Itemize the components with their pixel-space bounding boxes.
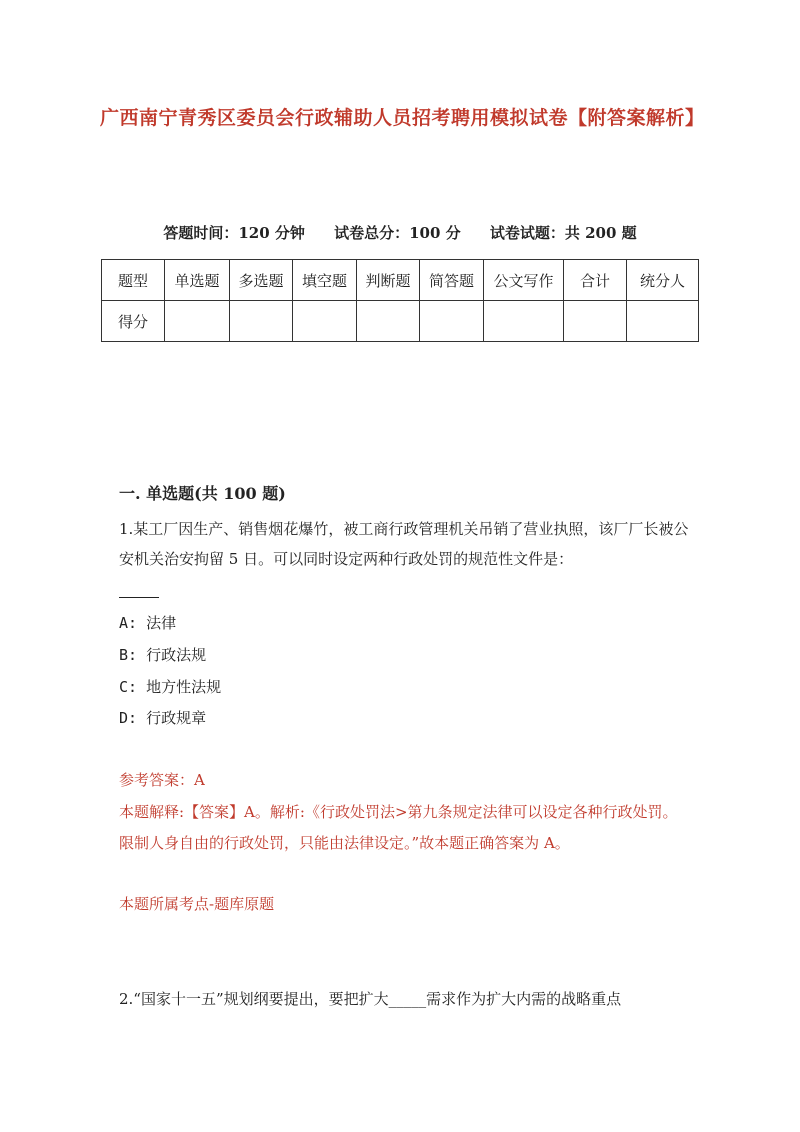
question-1-option-b — [119, 644, 206, 665]
score-table-score-row — [102, 301, 699, 342]
question-1-option-d — [119, 707, 206, 728]
score-cell — [357, 301, 420, 342]
option-key: B: — [119, 646, 138, 664]
score-cell — [564, 301, 627, 342]
score-cell — [293, 301, 357, 342]
score-cell — [165, 301, 230, 342]
option-key: D: — [119, 709, 138, 727]
question-1-answer: 参考答案：A — [119, 771, 205, 789]
score-table-header-row — [102, 260, 699, 301]
score-table-header-cell: 公文写作 — [484, 260, 564, 301]
score-table-header-cell: 合计 — [564, 260, 627, 301]
section-heading: 一. 单选题(共 100 题) — [119, 484, 286, 503]
question-1-option-a — [119, 612, 176, 633]
question-1-option-c — [119, 676, 221, 697]
score-table-header-cell: 简答题 — [420, 260, 484, 301]
question-2-text: 2.“国家十一五”规划纲要提出，要把扩大_____需求作为扩大内需的战略重点 — [119, 990, 622, 1008]
answer-blank-line — [119, 597, 159, 598]
option-text: 行政规章 — [146, 709, 207, 727]
exam-time: 答题时间：120 分钟 — [163, 224, 305, 242]
option-key: A: — [119, 614, 138, 632]
exam-total-questions: 试卷试题：共 200 题 — [489, 224, 637, 242]
document-title: 广西南宁青秀区委员会行政辅助人员招考聘用模拟试卷【附答案解析】 — [100, 107, 705, 129]
exam-meta — [100, 222, 700, 243]
exam-total-score: 试卷总分：100 分 — [334, 224, 461, 242]
score-cell — [627, 301, 699, 342]
option-text: 行政法规 — [146, 646, 207, 664]
score-table — [101, 259, 699, 342]
option-key: C: — [119, 678, 138, 696]
question-1-topic-tag: 本题所属考点-题库原题 — [119, 895, 275, 913]
score-table-header-cell: 统分人 — [627, 260, 699, 301]
score-cell — [484, 301, 564, 342]
question-1-text: 1.某工厂因生产、销售烟花爆竹，被工商行政管理机关吊销了营业执照，该厂厂长被公安机关治安拘留 5 日。可以同时设定两种行政处罚的规范性文件是： — [119, 520, 689, 568]
score-cell — [420, 301, 484, 342]
score-table-header-cell: 判断题 — [357, 260, 420, 301]
score-table-header-cell: 多选题 — [230, 260, 293, 301]
score-table-header-cell: 填空题 — [293, 260, 357, 301]
score-table-header-cell: 题型 — [102, 260, 165, 301]
option-text: 地方性法规 — [146, 678, 222, 696]
score-table-header-cell: 单选题 — [165, 260, 230, 301]
score-cell — [230, 301, 293, 342]
option-text: 法律 — [146, 614, 177, 632]
question-1-explanation: 本题解释:【答案】A。解析:《行政处罚法>第九条规定法律可以设定各种行政处罚。限制人身自由的行政处罚，只能由法律设定。”故本题正确答案为 A。 — [119, 803, 678, 852]
score-table-row-label: 得分 — [102, 301, 165, 342]
